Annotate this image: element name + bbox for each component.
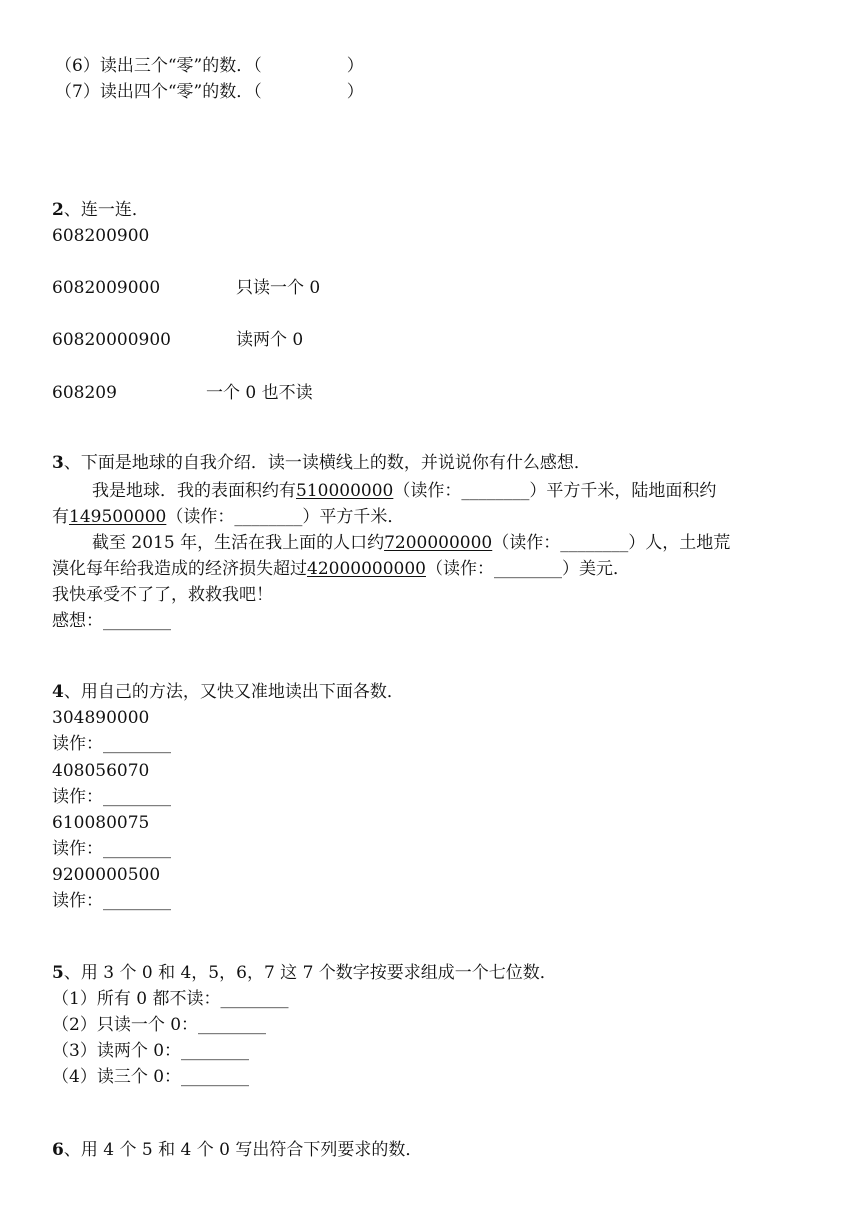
- section-title: 、用 3 个 0 和 4，5，6，7 这 7 个数字按要求组成一个七位数．: [63, 963, 557, 983]
- section-5-heading: [52, 961, 557, 985]
- section-number: 5: [52, 963, 64, 983]
- underlined-number: 7200000000: [384, 533, 493, 553]
- compose-item-1: （1）所有 0 都不读：________: [52, 989, 289, 1009]
- text-segment: 截至 2015 年，生活在我上面的人口约: [92, 533, 385, 553]
- match-label-2: 读两个 0: [236, 330, 304, 350]
- match-number-4: 608209: [52, 383, 117, 403]
- paragraph-1-line-1: [92, 479, 716, 503]
- text-segment: 有: [52, 507, 69, 527]
- match-number-2: 6082009000: [52, 278, 161, 298]
- read-answer-line: 读作：________: [52, 839, 171, 859]
- paragraph-1-line-2: [52, 505, 404, 529]
- read-answer-line: 读作：________: [52, 787, 171, 807]
- section-2-heading: [52, 198, 149, 222]
- match-label-1: 只读一个 0: [236, 278, 321, 298]
- text-segment: （读作：________）美元．: [425, 559, 630, 579]
- section-title: 、用 4 个 5 和 4 个 0 写出符合下列要求的数．: [63, 1140, 423, 1160]
- text-segment: （读作：________）平方千米．: [166, 507, 405, 527]
- paragraph-2-line-1: [92, 531, 730, 555]
- section-3-heading: [52, 451, 591, 475]
- section-number: 6: [52, 1140, 64, 1160]
- match-number-1: 608200900: [52, 226, 150, 246]
- paragraph-2-line-2: [52, 557, 630, 581]
- feeling-answer-line: 感想：________: [52, 611, 171, 631]
- read-number-2: 408056070: [52, 761, 150, 781]
- text-segment: （读作：________）人，土地荒: [492, 533, 731, 553]
- section-number: 2: [52, 200, 64, 220]
- section-title: 、下面是地球的自我介绍．读一读横线上的数，并说说你有什么感想．: [63, 453, 591, 473]
- compose-item-2: （2）只读一个 0：________: [52, 1015, 267, 1035]
- section-number: 3: [52, 453, 64, 473]
- paragraph-3: 我快承受不了了，救救我吧！: [52, 585, 273, 605]
- read-answer-line: 读作：________: [52, 891, 171, 911]
- text-segment: 我是地球．我的表面积约有: [92, 481, 296, 501]
- match-label-3: 一个 0 也不读: [206, 383, 313, 403]
- text-segment: 漠化每年给我造成的经济损失超过: [52, 559, 307, 579]
- section-6-heading: [52, 1138, 422, 1162]
- question-item-6: （6）读出三个“零”的数．（ ）: [55, 56, 364, 76]
- underlined-number: 149500000: [69, 507, 167, 527]
- underlined-number: 510000000: [296, 481, 394, 501]
- compose-item-4: （4）读三个 0：________: [52, 1067, 250, 1087]
- text-segment: （读作：________）平方千米，陆地面积约: [393, 481, 717, 501]
- read-number-3: 610080075: [52, 813, 150, 833]
- underlined-number: 42000000000: [307, 559, 426, 579]
- read-answer-line: 读作：________: [52, 734, 171, 754]
- section-number: 4: [52, 682, 64, 702]
- read-number-4: 9200000500: [52, 865, 161, 885]
- compose-item-3: （3）读两个 0：________: [52, 1041, 250, 1061]
- section-title: 、连一连．: [63, 200, 149, 220]
- section-4-heading: [52, 680, 404, 704]
- read-number-1: 304890000: [52, 708, 150, 728]
- section-title: 、用自己的方法，又快又准地读出下面各数．: [63, 682, 404, 702]
- question-item-7: （7）读出四个“零”的数．（ ）: [55, 82, 364, 102]
- match-number-3: 60820000900: [52, 330, 171, 350]
